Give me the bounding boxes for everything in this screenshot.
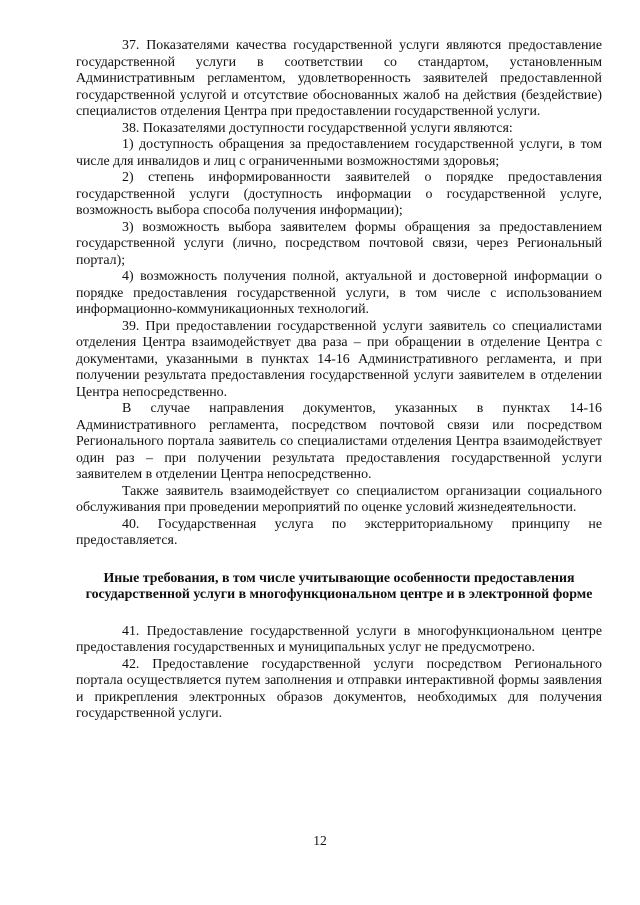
document-body-bottom — [76, 624, 602, 723]
paragraph-38-item-1: 1) доступность обращения за предоставлением государственной услуги, в том числе для инвалидов и лиц с ограниченными возможностями здоровья; — [76, 137, 602, 169]
paragraph-40: 40. Государственная услуга по экстерриториальному принципу не предоставляется. — [76, 516, 602, 548]
paragraph-38-item-4: 4) возможность получения полной, актуальной и достоверной информации о порядке предоставления государственной услуги, в том числе с использованием информационно-коммуникационных технологий. — [76, 269, 602, 317]
paragraph-39: 39. При предоставлении государственной услуги заявитель со специалистами отделения Центра взаимодействует два раза – при обращении в отделение Центра с документами, указанными в пунктах 14-16 Административного регламента, и при получении результата предоставления государственной услуги заявителем в отделении Центра непосредственно. — [76, 318, 602, 400]
paragraph-42: 42. Предоставление государственной услуги посредством Регионального портала осуществляется путем заполнения и отправки интерактивной формы заявления и прикрепления электронных образов документов, необходимых для получения государственной услуги. — [76, 656, 602, 721]
section-heading: Иные требования, в том числе учитывающие особенности предоставления государственной услуги в многофункциональном центре и в электронной форме — [85, 570, 593, 602]
paragraph-37: 37. Показателями качества государственной услуги являются предоставление государственной услуги в соответствии со стандартом, установленным Административным регламентом, удовлетворенность заявителей предоставленной государственной услугой и отсутствие обоснованных жалоб на действия (бездействие) специалистов отделения Центра при предоставлении государственной услуги. — [76, 38, 602, 119]
page-number: 12 — [313, 833, 327, 848]
paragraph-38-item-3: 3) возможность выбора заявителем формы обращения за предоставлением государственной услуги (лично, посредством почтовой связи, через Региональный портал); — [76, 219, 602, 268]
paragraph-39-mail-case: В случае направления документов, указанных в пунктах 14-16 Административного регламента, посредством почтовой связи или посредством Регионального портала заявитель со специалистами отделения Центра взаимодействует один раз – при получении результата предоставления государственной услуги заявителем в отделении Центра непосредственно. — [76, 401, 602, 482]
document-body-top — [76, 38, 602, 550]
paragraph-39-social-service: Также заявитель взаимодействует со специалистом организации социального обслуживания при проведении мероприятий по оценке условий жизнедеятельности. — [76, 483, 602, 515]
paragraph-38-item-2: 2) степень информированности заявителей о порядке предоставления государственной услуги (доступность информации о государственной услуге, возможность выбора способа получения информации); — [76, 170, 602, 218]
paragraph-41: 41. Предоставление государственной услуги в многофункциональном центре предоставления государственных и муниципальных услуг не предусмотрено. — [76, 623, 602, 655]
paragraph-38: 38. Показателями доступности государственной услуги являются: — [122, 120, 513, 136]
